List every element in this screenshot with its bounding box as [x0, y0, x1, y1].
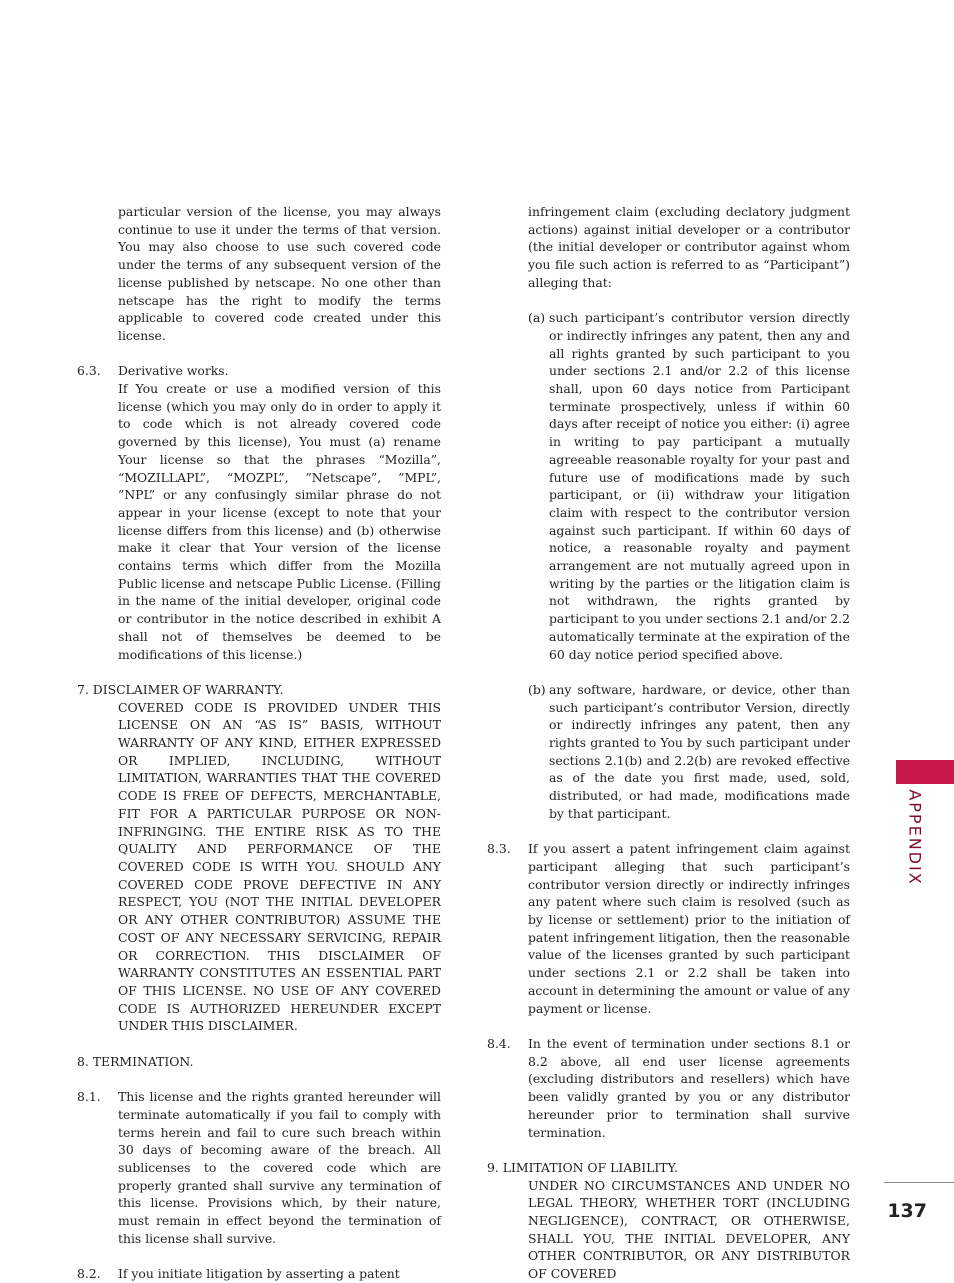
section-9-title: 9. LIMITATION OF LIABILITY.	[487, 1159, 679, 1175]
list-body: any software, hardware, or device, other than such participant’s contributor Version, directly or indirectly infringes any patent, then any rights granted to You by such participant under sections 2.1(b) and 2.2(b) are revoked effective as of the date you first made, used, sold, distributed, or had made, modifications made by that participant.	[549, 681, 850, 821]
appendix-tab-label	[890, 788, 940, 886]
section-number: 8.1.	[77, 1089, 101, 1105]
section-8-2-continuation: infringement claim (excluding declatory judgment actions) against initial developer or a contributor (the initial developer or contributor against whom you file such action is referred to as “Participant”) alleging that:	[528, 204, 850, 290]
section-number: 8.3.	[487, 841, 511, 857]
section-title: Derivative works.	[118, 363, 229, 379]
section-body: This license and the rights granted hereunder will terminate automatically if you fail to comply with terms herein and fail to cure such breach within 30 days of becoming aware of the breach. All sublicenses to the covered code which are properly granted shall survive any termination of this license. Provisions which, by their nature, must remain in effect beyond the termination of this license shall survive.	[118, 1089, 441, 1246]
list-item-a	[487, 309, 850, 663]
section-8-title: 8. TERMINATION.	[77, 1053, 194, 1069]
list-label: (b)	[528, 681, 546, 697]
section-body: In the event of termination under sections 8.1 or 8.2 above, all end user license agreements (excluding distributors and resellers) which have been validly granted by you or any distributor hereunder prior to termination shall survive termination.	[528, 1035, 850, 1140]
appendix-label-text: APPENDIX	[905, 788, 925, 886]
section-6-2-continuation: particular version of the license, you may always continue to use it under the terms of that version. You may also choose to use such covered code under the terms of any subsequent version of the license published by netscape. No one other than netscape has the right to modify the terms applicable to covered code created under this license.	[118, 204, 441, 343]
section-body: If You create or use a modified version of this license (which you may only do in order to apply it to code which is not already covered code governed by this license), You must (a) rename Your license so that the phrases “Mozilla”, “MOZILLAPL”, “MOZPL”, ”Netscape”, ”MPL”, ”NPL” or any confusingly similar phrase do not appear in your license (except to note that your license differs from this license) and (b) otherwise make it clear that Your version of the license contains terms which differ from the Mozilla Public license and netscape Public License. (Filling in the name of the initial developer, original code or contributor in the notice described in exhibit A shall not of themselves be deemed to be modifications of this license.)	[118, 381, 441, 662]
section-number: 8.4.	[487, 1035, 511, 1051]
section-8-1	[77, 1088, 441, 1247]
section-8-4	[487, 1035, 850, 1141]
section-body: If you initiate litigation by asserting a patent	[118, 1266, 400, 1282]
list-body: such participant’s contributor version directly or indirectly infringes any patent, then any and all rights granted by such participant to you under sections 2.1 and/or 2.2 of this license shall, upon 60 days notice from Participant terminate prospectively, unless if within 60 days after receipt of notice you either: (i) agree in writing to pay participant a mutually agreeable reasonable royalty for your past and future use of modifications made by such participant, or (ii) withdraw your litigation claim with respect to the contributor version against such participant. If within 60 days of notice, a reasonable royalty and payment arrangement are not mutually agreed upon in writing by the parties or the litigation claim is not withdrawn, the rights granted by participant to you under sections 2.1 and/or 2.2 automatically terminate at the expiration of the 60 day notice period specified above.	[549, 310, 850, 662]
list-label: (a)	[528, 310, 546, 326]
list-item-b	[487, 681, 850, 823]
page-number-rule	[884, 1182, 954, 1183]
left-column	[77, 203, 441, 1283]
right-column	[487, 203, 850, 1283]
page-number: 137	[887, 1200, 927, 1222]
section-number: 8.2.	[77, 1266, 101, 1282]
appendix-tab-marker	[896, 760, 954, 784]
section-number: 6.3.	[77, 363, 101, 379]
section-6-3	[77, 362, 441, 663]
section-8-2	[77, 1265, 441, 1283]
section-7-body: COVERED CODE IS PROVIDED UNDER THIS LICENSE ON AN “AS IS” BASIS, WITHOUT WARRANTY OF ANY KIND, EITHER EXPRESSED OR IMPLIED, INCLUDING, WITHOUT LIMITATION, WARRANTIES THAT THE COVERED CODE IS FREE OF DEFECTS, MERCHANTABLE, FIT FOR A PARTICULAR PURPOSE OR NON-INFRINGING. THE ENTIRE RISK AS TO THE QUALITY AND PERFORMANCE OF THE COVERED CODE IS WITH YOU. SHOULD ANY COVERED CODE PROVE DEFECTIVE IN ANY RESPECT, YOU (NOT THE INITIAL DEVELOPER OR ANY OTHER CONTRIBUTOR) ASSUME THE COST OF ANY NECESSARY SERVICING, REPAIR OR CORRECTION. THIS DISCLAIMER OF WARRANTY CONSTITUTES AN ESSENTIAL PART OF THIS LICENSE. NO USE OF ANY COVERED CODE IS AUTHORIZED HEREUNDER EXCEPT UNDER THIS DISCLAIMER.	[118, 699, 441, 1034]
section-7-title: 7. DISCLAIMER OF WARRANTY.	[77, 681, 284, 697]
section-9-body: UNDER NO CIRCUMSTANCES AND UNDER NO LEGAL THEORY, WHETHER TORT (INCLUDING NEGLIGENCE), CONTRACT, OR OTHERWISE, SHALL YOU, THE INITIAL DEVELOPER, ANY OTHER CONTRIBUTOR, OR ANY DISTRIBUTOR OF COVERED	[528, 1177, 850, 1282]
section-body: If you assert a patent infringement claim against participant alleging that such participant’s contributor version directly or indirectly infringes any patent where such claim is resolved (such as by license or settlement) prior to the initiation of patent infringement litigation, then the reasonable value of the licenses granted by such participant under sections 2.1 or 2.2 shall be taken into account in determining the amount or value of any payment or license.	[528, 841, 850, 1016]
section-8-3	[487, 840, 850, 1017]
